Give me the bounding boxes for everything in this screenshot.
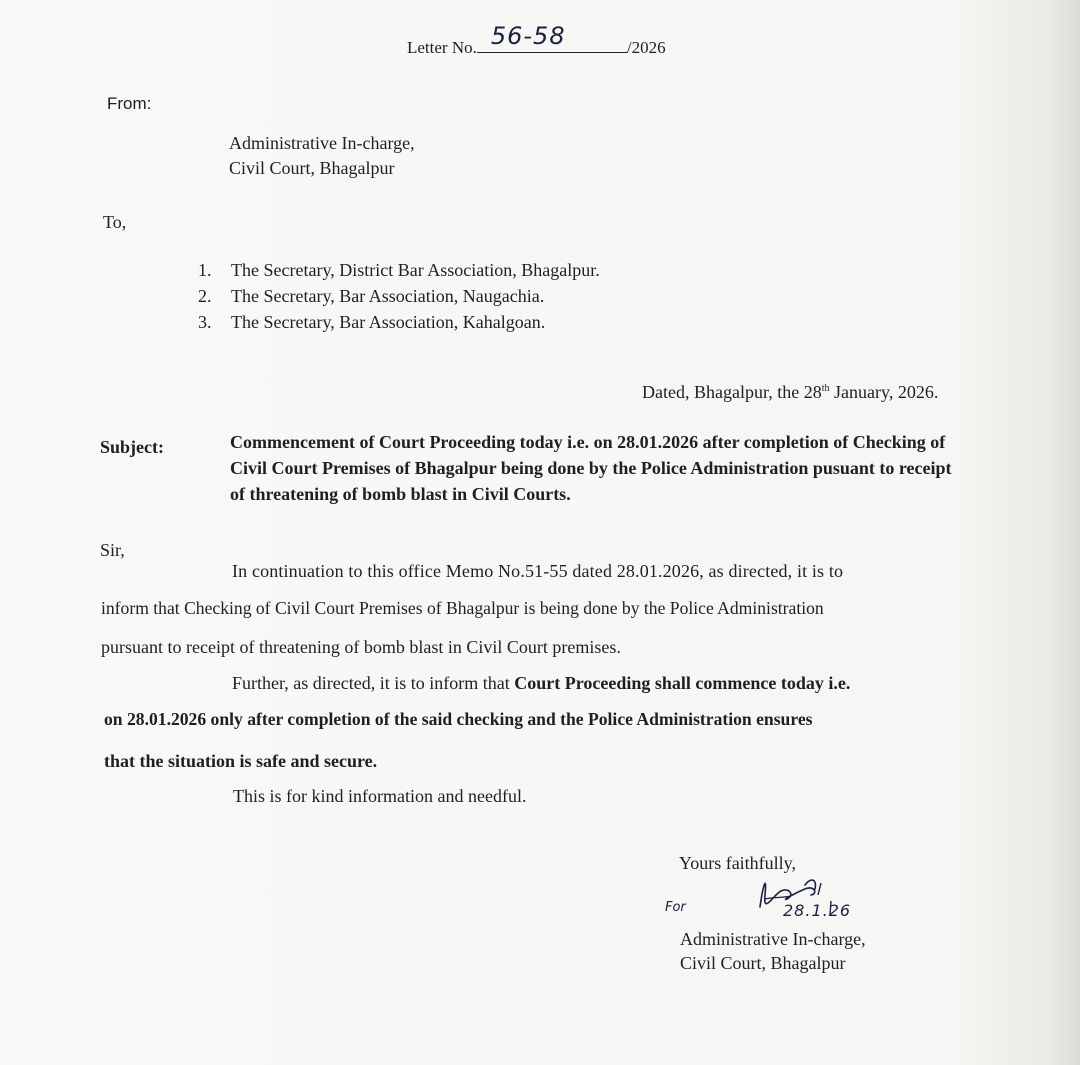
subject-text: Commencement of Court Proceeding today i.e. on 28.01.2026 after completion of Checking of Civil Court Premises of Bhagalpur being done by the Police Administration pusuant to receipt of threatening of bomb blast in Civil Courts. bbox=[230, 432, 952, 504]
letter-number-year: /2026 bbox=[626, 38, 666, 57]
signature-for-note: For bbox=[665, 900, 686, 915]
para2-line2: on 28.01.2026 only after completion of the said checking and the Police Administration ensures bbox=[104, 709, 813, 729]
date-prefix: Dated, Bhagalpur, the 28 bbox=[642, 382, 822, 402]
letter-number-label: Letter No. bbox=[407, 38, 477, 57]
signature-date: 28.1.26 bbox=[783, 901, 852, 920]
para2-lead: Further, as directed, it is to inform that bbox=[232, 673, 515, 693]
recipient-number: 1. bbox=[198, 260, 212, 280]
date-line bbox=[642, 382, 938, 403]
sign-line-1: Administrative In-charge, bbox=[680, 929, 866, 949]
recipient-item bbox=[198, 286, 544, 307]
from-line-2: Civil Court, Bhagalpur bbox=[229, 158, 395, 178]
signature-area bbox=[655, 865, 925, 925]
recipient-item bbox=[198, 260, 600, 281]
from-label: From: bbox=[107, 94, 152, 113]
recipient-text: The Secretary, Bar Association, Naugachia. bbox=[231, 286, 545, 306]
recipient-text: The Secretary, Bar Association, Kahalgoan. bbox=[231, 312, 546, 332]
sign-line-2: Civil Court, Bhagalpur bbox=[680, 953, 846, 973]
recipient-number: 2. bbox=[198, 286, 212, 306]
from-line-1: Administrative In-charge, bbox=[229, 133, 415, 153]
letter-number bbox=[407, 22, 666, 58]
salutation: Sir, bbox=[100, 540, 125, 560]
recipient-number: 3. bbox=[198, 312, 212, 332]
date-superscript: th bbox=[821, 383, 830, 394]
yours-faithfully: Yours faithfully, bbox=[679, 853, 797, 873]
para2-line3: that the situation is safe and secure. bbox=[104, 751, 378, 771]
para2-bold-1: Court Proceeding shall commence today i.e. bbox=[514, 673, 851, 693]
date-suffix: January, 2026. bbox=[829, 382, 939, 402]
para1-line2: inform that Checking of Civil Court Premises of Bhagalpur is being done by the Police Administration bbox=[101, 598, 824, 618]
para3: This is for kind information and needful. bbox=[233, 786, 527, 806]
to-label: To, bbox=[103, 212, 127, 232]
letter-number-blank bbox=[477, 22, 627, 53]
subject-label: Subject: bbox=[100, 437, 164, 457]
para1-line3: pursuant to receipt of threatening of bomb blast in Civil Court premises. bbox=[101, 637, 621, 657]
para1-line1: In continuation to this office Memo No.51-55 dated 28.01.2026, as directed, it is to bbox=[232, 561, 844, 581]
recipient-item bbox=[198, 312, 545, 333]
letter-number-handwritten: 56-58 bbox=[490, 22, 566, 50]
para2-line1 bbox=[232, 673, 850, 694]
recipient-text: The Secretary, District Bar Association, Bhagalpur. bbox=[231, 260, 600, 280]
